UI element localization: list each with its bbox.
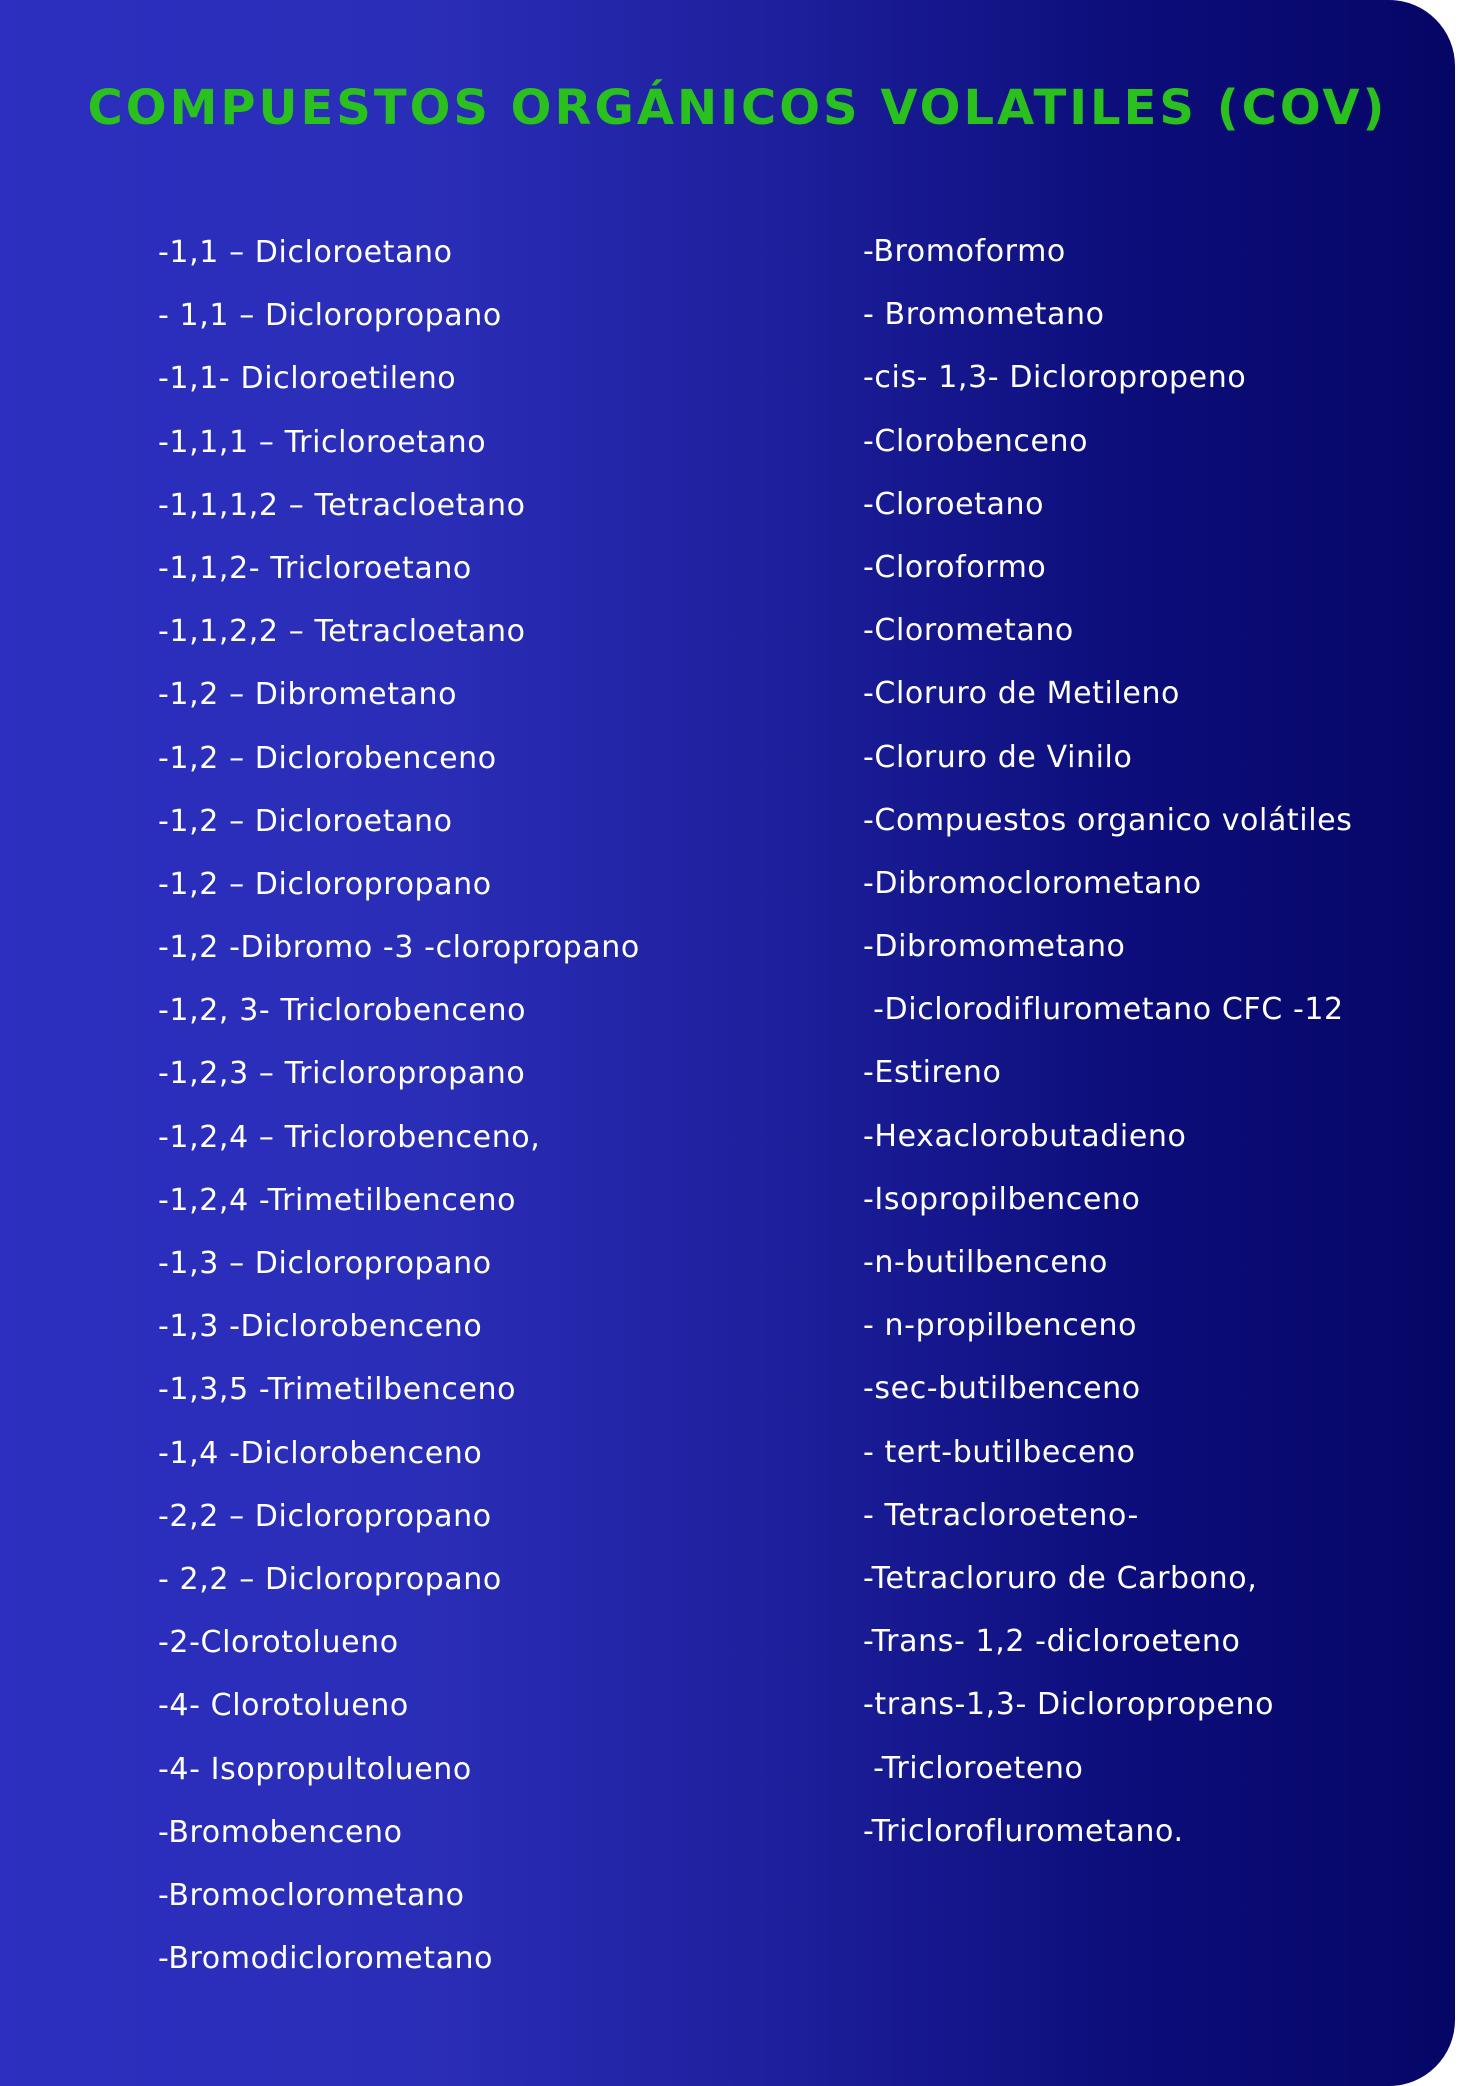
compound-item: -Cloruro de Vinilo: [863, 739, 1133, 775]
compound-item: -1,2,3 – Tricloropropano: [158, 1056, 526, 1092]
compound-item: -1,1,1 – Tricloroetano: [158, 424, 487, 460]
compound-item: - 2,2 – Dicloropropano: [158, 1561, 502, 1597]
compound-item: - Bromometano: [863, 297, 1105, 333]
compound-item: -1,1,2- Tricloroetano: [158, 550, 472, 586]
compound-item: -Bromoclorometano: [158, 1877, 465, 1913]
compound-item: -1,1 – Dicloroetano: [158, 235, 453, 270]
compound-item: -1,1- Dicloroetileno: [158, 361, 457, 397]
compound-item: -sec-butilbenceno: [863, 1371, 1141, 1407]
page-title: COMPUESTOS ORGÁNICOS VOLATILES (COV): [87, 80, 1388, 136]
compound-item: -1,3 -Diclorobenceno: [158, 1309, 483, 1345]
compound-item: -Estireno: [863, 1055, 1002, 1091]
compound-item: -Compuestos organico volátiles: [863, 802, 1353, 838]
compound-item: -Tetracloruro de Carbono,: [863, 1560, 1258, 1596]
compound-item: -4- Isopropultolueno: [158, 1751, 472, 1787]
compound-item: -Bromobenceno: [158, 1814, 403, 1850]
compound-item: -1,3 – Dicloropropano: [158, 1246, 492, 1281]
compound-item: -Cloroformo: [863, 549, 1047, 585]
compound-item: -Hexaclorobutadieno: [863, 1118, 1187, 1154]
compound-list-left: [158, 228, 718, 1997]
compound-item: -Isopropilbenceno: [863, 1181, 1141, 1217]
compound-item: -1,2, 3- Triclorobenceno: [158, 993, 527, 1029]
compound-item: -Clorobenceno: [863, 423, 1089, 459]
compound-item: -1,2 – Dibrometano: [158, 677, 458, 713]
compound-item: -1,2 – Dicloroetano: [158, 803, 453, 839]
compound-item: -n-butilbenceno: [863, 1245, 1108, 1280]
compound-item: -1,2,4 -Trimetilbenceno: [158, 1182, 517, 1218]
compound-item: -Dibromometano: [863, 929, 1126, 965]
compound-item: -1,1,1,2 – Tetracloetano: [158, 487, 526, 523]
compound-list-right: [863, 227, 1423, 1870]
compound-item: - n-propilbenceno: [863, 1308, 1138, 1344]
compound-item: -Trans- 1,2 -dicloroeteno: [863, 1624, 1241, 1660]
compound-item: -4- Clorotolueno: [158, 1688, 409, 1724]
compound-item: -1,2,4 – Triclorobenceno,: [158, 1119, 541, 1155]
compound-item: -Diclorodiflurometano CFC -12: [863, 992, 1344, 1028]
compound-item: -1,1,2,2 – Tetracloetano: [158, 614, 526, 650]
compound-item: -2,2 – Dicloropropano: [158, 1498, 492, 1534]
compound-item: -Bromodiclorometano: [158, 1941, 494, 1977]
compound-item: - 1,1 – Dicloropropano: [158, 298, 502, 334]
compound-item: -1,4 -Diclorobenceno: [158, 1435, 483, 1471]
compound-item: -Cloroetano: [863, 486, 1045, 522]
compound-item: -Cloruro de Metileno: [863, 676, 1181, 712]
compound-item: -1,2 -Dibromo -3 -cloropropano: [158, 930, 640, 966]
compound-item: -Dibromoclorometano: [863, 865, 1202, 901]
compound-item: -cis- 1,3- Dicloropropeno: [863, 360, 1247, 396]
compound-item: -Tricloroflurometano.: [863, 1813, 1184, 1849]
compound-item: -2-Clorotolueno: [158, 1625, 399, 1661]
compound-item: -Clorometano: [863, 613, 1074, 649]
compound-item: - tert-butilbeceno: [863, 1434, 1136, 1470]
compound-item: -Tricloroeteno: [863, 1750, 1084, 1786]
compound-item: -Bromoformo: [863, 234, 1066, 269]
compound-item: -1,2 – Diclorobenceno: [158, 740, 497, 776]
compound-item: -1,2 – Dicloropropano: [158, 866, 492, 902]
compound-item: - Tetracloroeteno-: [863, 1497, 1139, 1533]
compound-item: -trans-1,3- Dicloropropeno: [863, 1687, 1275, 1723]
compound-item: -1,3,5 -Trimetilbenceno: [158, 1372, 517, 1408]
